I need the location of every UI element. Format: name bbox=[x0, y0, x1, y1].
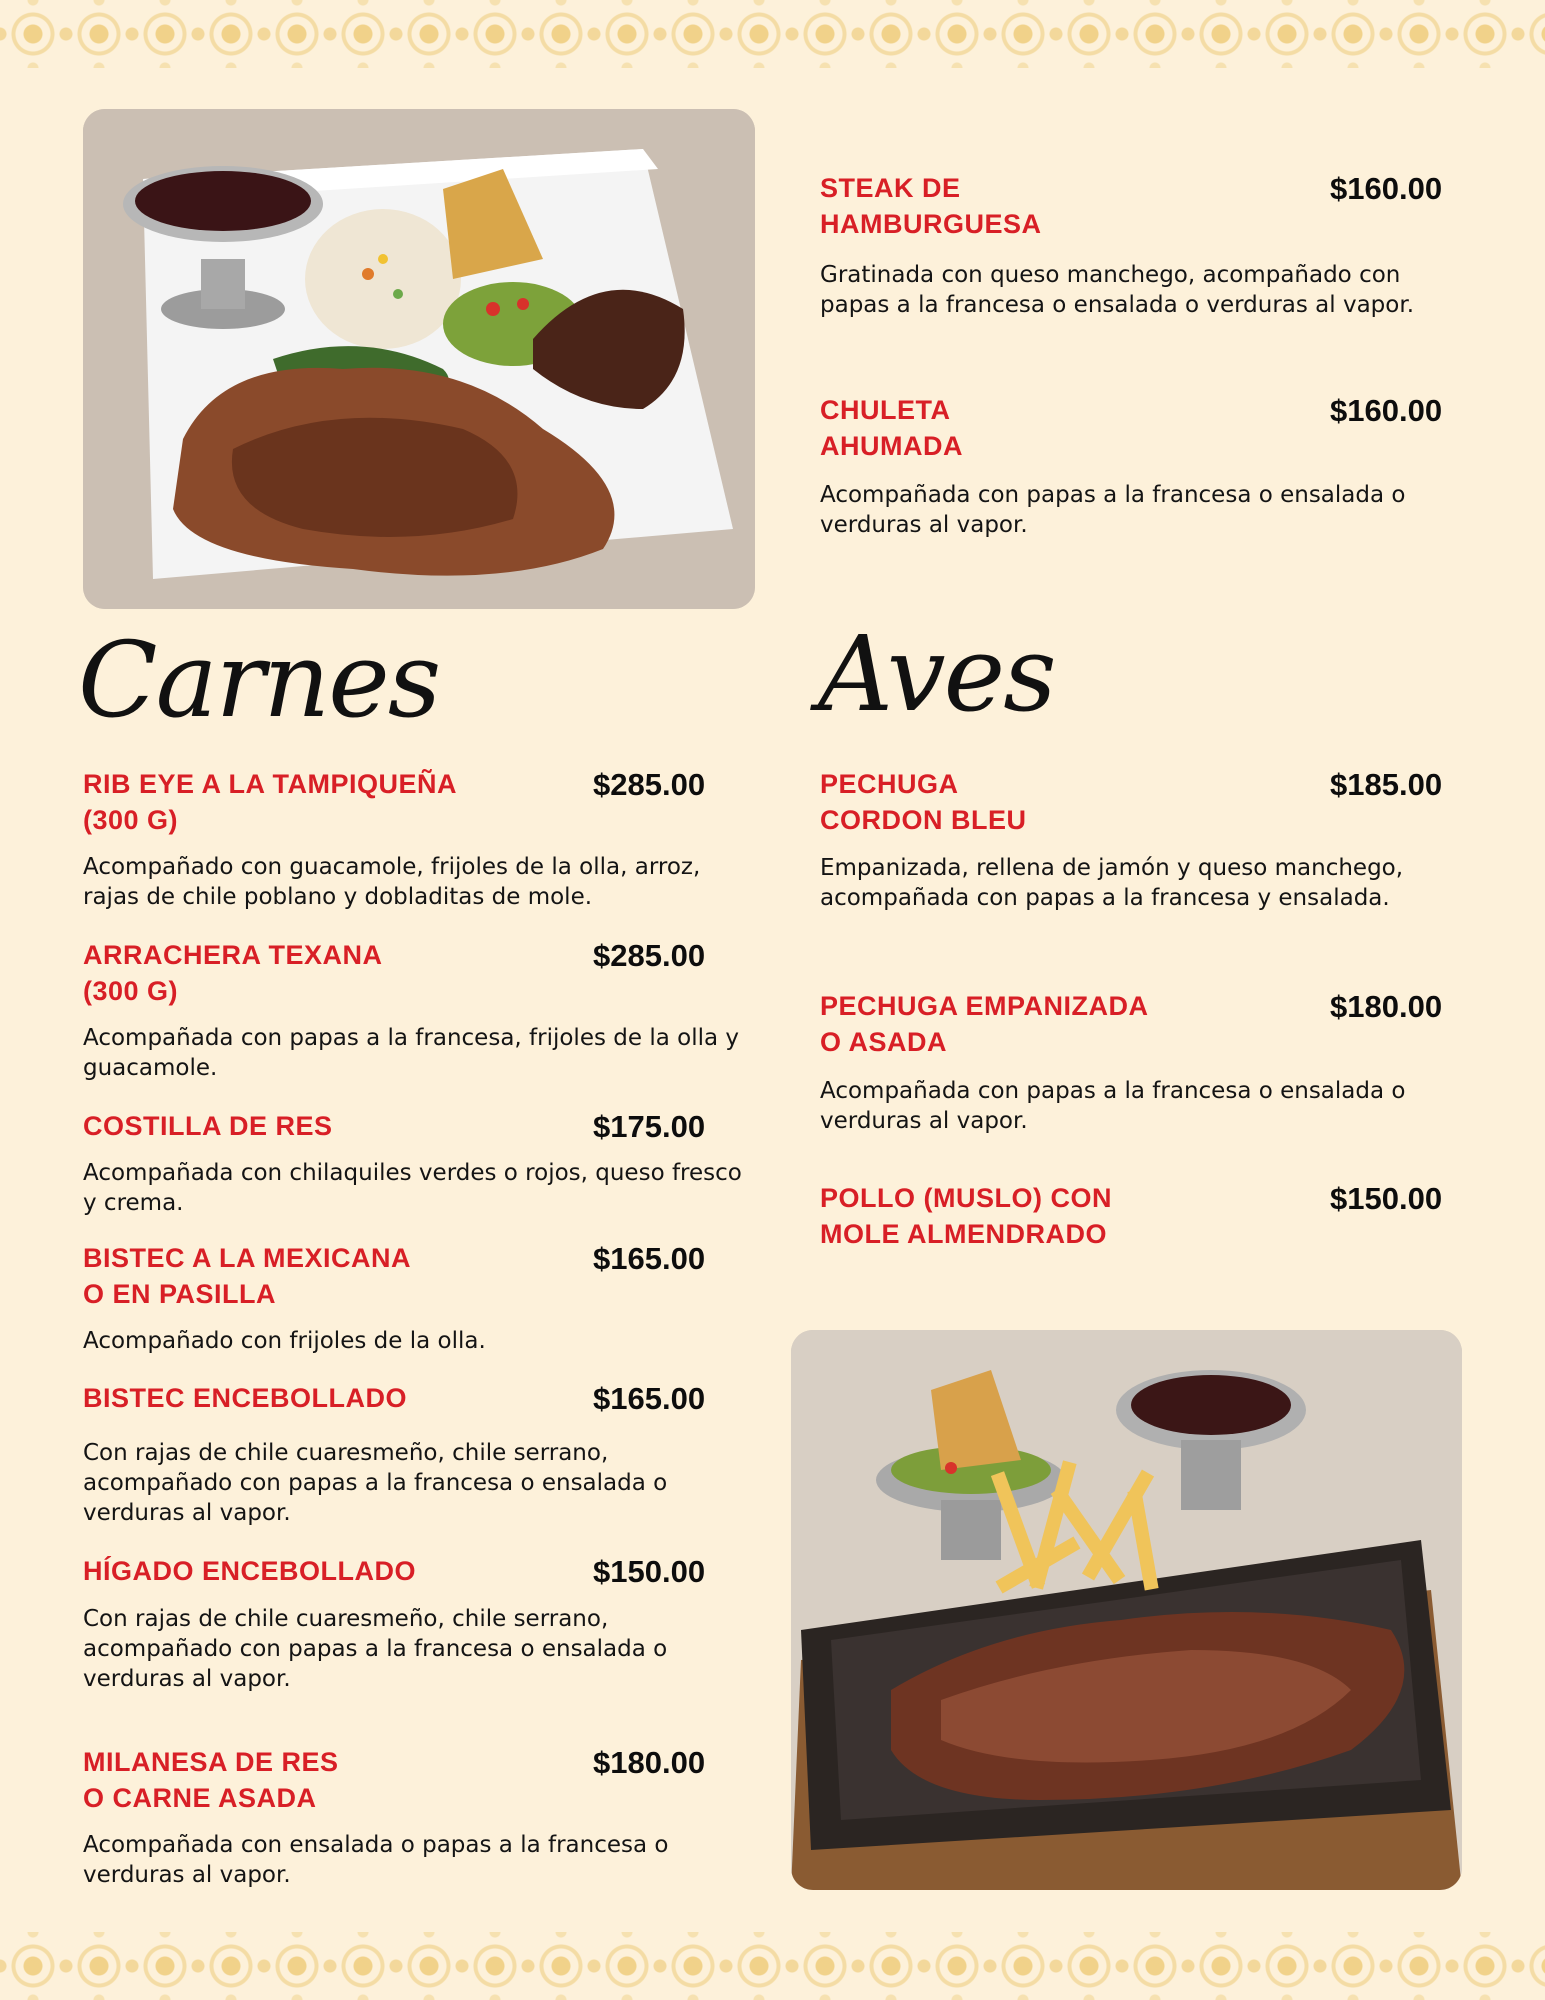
item-description: Acompañado con frijoles de la olla. bbox=[83, 1328, 486, 1354]
item-name: CHULETA AHUMADA bbox=[820, 395, 963, 461]
item-price: $150.00 bbox=[593, 1554, 706, 1589]
item-name: COSTILLA DE RES bbox=[83, 1111, 333, 1141]
item-description: Acompañada con papas a la francesa o ensalada o verduras al vapor. bbox=[820, 482, 1406, 538]
item-price: $180.00 bbox=[1330, 989, 1443, 1024]
item-name: HÍGADO ENCEBOLLADO bbox=[83, 1556, 416, 1586]
steak-plate-photo bbox=[83, 109, 755, 609]
item-price: $180.00 bbox=[593, 1745, 706, 1780]
item-description: Acompañado con guacamole, frijoles de la olla, arroz, rajas de chile poblano y dobladitas de mole. bbox=[83, 854, 701, 910]
item-description: Con rajas de chile cuaresmeño, chile serrano, acompañado con papas a la francesa o ensalada o verduras al vapor. bbox=[83, 1606, 668, 1692]
item-price: $160.00 bbox=[1330, 171, 1443, 206]
decorative-border-top bbox=[0, 0, 1545, 68]
item-name: MILANESA DE RES O CARNE ASADA bbox=[83, 1747, 339, 1813]
item-price: $165.00 bbox=[593, 1241, 706, 1276]
section-title-aves: Aves bbox=[818, 613, 1055, 735]
item-price: $165.00 bbox=[593, 1381, 706, 1416]
section-title-carnes: Carnes bbox=[78, 619, 440, 741]
item-price: $160.00 bbox=[1330, 393, 1443, 428]
arrachera-board-photo bbox=[791, 1330, 1462, 1890]
item-price: $185.00 bbox=[1330, 767, 1443, 802]
item-description: Acompañada con papas a la francesa, frijoles de la olla y guacamole. bbox=[83, 1025, 739, 1081]
item-name: PECHUGA EMPANIZADA O ASADA bbox=[820, 991, 1149, 1057]
decorative-border-bottom bbox=[0, 1932, 1545, 2000]
item-price: $285.00 bbox=[593, 938, 706, 973]
item-name: ARRACHERA TEXANA (300 G) bbox=[83, 940, 383, 1006]
item-price: $150.00 bbox=[1330, 1181, 1443, 1216]
item-description: Gratinada con queso manchego, acompañado con papas a la francesa o ensalada o verduras al vapor. bbox=[820, 262, 1415, 318]
item-price: $175.00 bbox=[593, 1109, 706, 1144]
item-name: BISTEC A LA MEXICANA O EN PASILLA bbox=[83, 1243, 412, 1309]
item-description: Empanizada, rellena de jamón y queso manchego, acompañada con papas a la francesa y ensalada. bbox=[820, 855, 1404, 911]
item-name: STEAK DE HAMBURGUESA bbox=[820, 173, 1042, 239]
item-name: POLLO (MUSLO) CON MOLE ALMENDRADO bbox=[820, 1183, 1112, 1249]
item-description: Acompañada con ensalada o papas a la francesa o verduras al vapor. bbox=[83, 1832, 669, 1888]
item-price: $285.00 bbox=[593, 767, 706, 802]
item-name: BISTEC ENCEBOLLADO bbox=[83, 1383, 408, 1413]
item-description: Con rajas de chile cuaresmeño, chile serrano, acompañado con papas a la francesa o ensalada o verduras al vapor. bbox=[83, 1440, 668, 1526]
item-description: Acompañada con papas a la francesa o ensalada o verduras al vapor. bbox=[820, 1078, 1406, 1134]
item-name: RIB EYE A LA TAMPIQUEÑA (300 G) bbox=[83, 769, 458, 835]
item-description: Acompañada con chilaquiles verdes o rojos, queso fresco y crema. bbox=[83, 1160, 742, 1216]
item-name: PECHUGA CORDON BLEU bbox=[820, 769, 1027, 835]
